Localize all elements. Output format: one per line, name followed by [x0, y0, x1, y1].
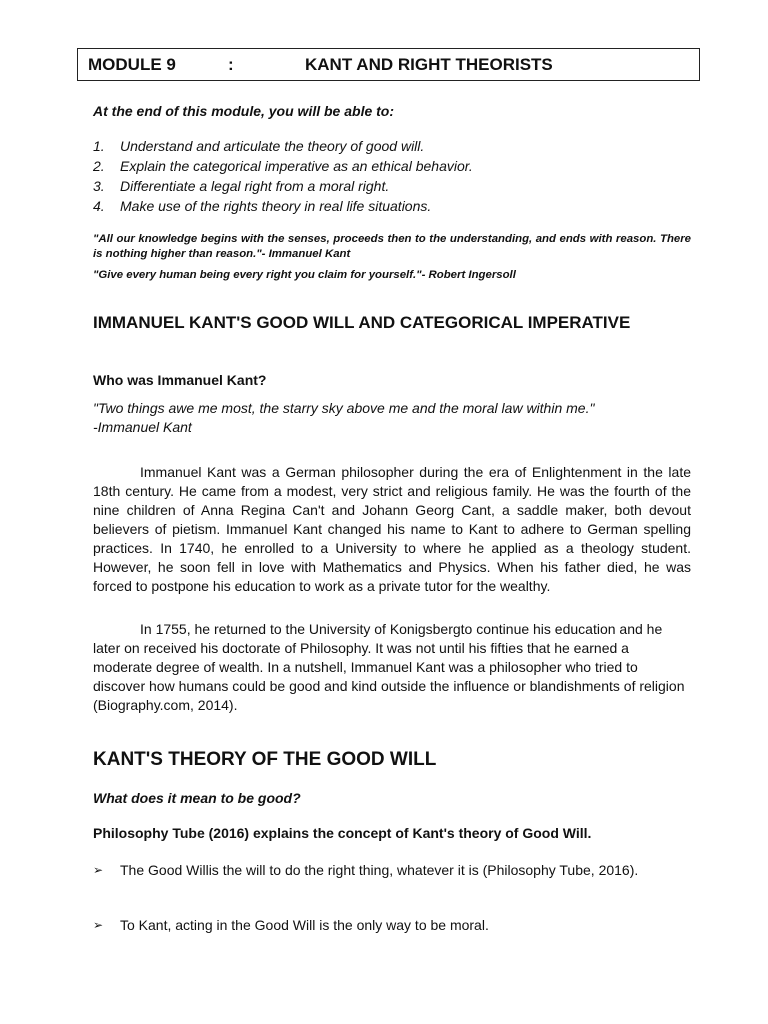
objectives-intro: At the end of this module, you will be able to: — [93, 103, 395, 119]
objective-text: Make use of the rights theory in real life situations. — [120, 198, 432, 214]
bullet-item — [93, 916, 691, 935]
quote-text: "Two things awe me most, the starry sky above me and the moral law within me." — [93, 400, 595, 416]
module-separator: : — [228, 55, 234, 74]
objective-text: Understand and articulate the theory of good will. — [120, 138, 425, 154]
objective-text: Explain the categorical imperative as an ethical behavior. — [120, 158, 473, 174]
quote-attribution: -Immanuel Kant — [93, 419, 192, 435]
objective-item — [93, 176, 693, 196]
objective-item — [93, 156, 693, 176]
objective-number: 1. — [93, 138, 105, 154]
section-heading-theory-of-good-will: KANT'S THEORY OF THE GOOD WILL — [93, 749, 437, 770]
objectives-list — [93, 136, 693, 216]
subheading-who-was-kant: Who was Immanuel Kant? — [93, 372, 267, 388]
bullet-text: To Kant, acting in the Good Will is the only way to be moral. — [120, 917, 489, 933]
objective-number: 4. — [93, 198, 105, 214]
objective-item — [93, 136, 693, 156]
objective-number: 3. — [93, 178, 105, 194]
kant-reason-quote: "All our knowledge begins with the senses, proceeds then to the understanding, and ends with reason. There is nothing higher than reason."- Immanuel Kant — [93, 233, 691, 260]
module-number: MODULE 9 — [88, 55, 176, 74]
biography-paragraph-1: Immanuel Kant was a German philosopher during the era of Enlightenment in the late 18th century. He came from a modest, very strict and religious family. He was the fourth of the nine children of Anna Regina Can't and Johann Georg Cant, a saddle maker, both devout believers of pietism. Immanuel Kant changed his name to Kant to adhere to German spelling practices. In 1740, he enrolled to a University to where he applied as a theology student. However, he soon fell in love with Mathematics and Physics. When his father died, he was forced to postpone his education to work as a private tutor for the wealthy. — [93, 464, 691, 594]
module-header-box — [77, 48, 700, 81]
bullet-text: The Good Willis the will to do the right thing, whatever it is (Philosophy Tube, 2016). — [120, 862, 639, 878]
arrow-bullet-icon: ➢ — [93, 918, 104, 932]
objective-text: Differentiate a legal right from a moral right. — [120, 178, 390, 194]
module-title: KANT AND RIGHT THEORISTS — [305, 55, 553, 74]
biography-paragraph-2: In 1755, he returned to the University of Konigsbergto continue his education and he later on received his doctorate of Philosophy. It was not until his fifties that he earned a moderate degree of wealth. In a nutshell, Immanuel Kant was a philosopher who tried to discover how humans could be good and kind outside the influence or blandishments of religion (Biography.com, 2014). — [93, 621, 685, 713]
bullet-item — [93, 861, 691, 880]
starry-sky-quote — [93, 399, 693, 437]
question-what-is-good: What does it mean to be good? — [93, 790, 301, 806]
objective-number: 2. — [93, 158, 105, 174]
arrow-bullet-icon: ➢ — [93, 863, 104, 877]
section-heading-good-will-imperative: IMMANUEL KANT'S GOOD WILL AND CATEGORICAL IMPERATIVE — [93, 313, 631, 332]
philosophy-tube-source-line: Philosophy Tube (2016) explains the concept of Kant's theory of Good Will. — [93, 825, 592, 841]
objective-item — [93, 196, 693, 216]
ingersoll-quote: "Give every human being every right you claim for yourself."- Robert Ingersoll — [93, 269, 516, 281]
